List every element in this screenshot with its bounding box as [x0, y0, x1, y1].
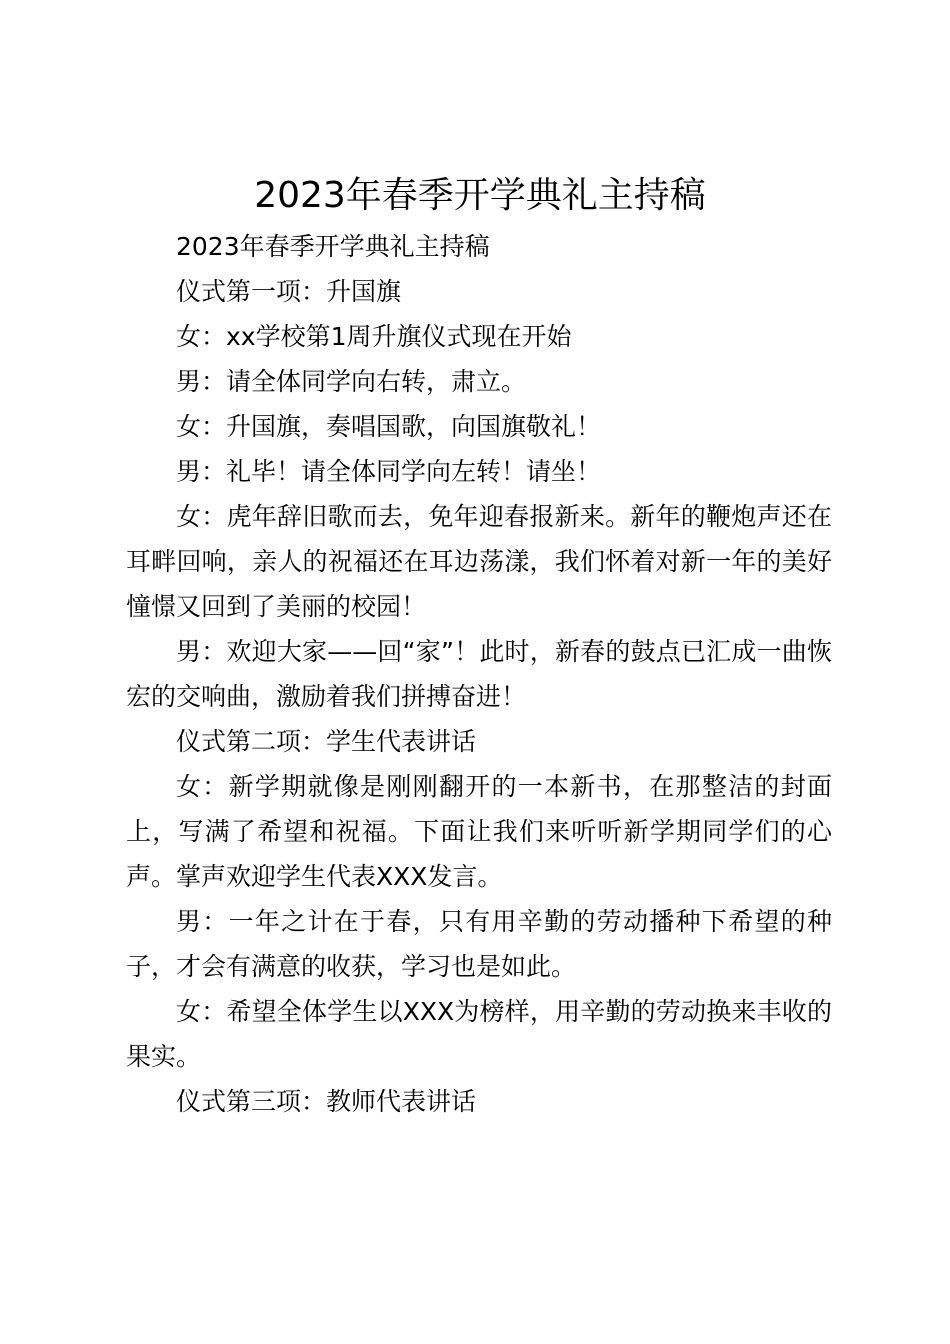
document-title: 2023年春季开学典礼主持稿 — [254, 175, 706, 216]
paragraph-subtitle: 2023年春季开学典礼主持稿 — [176, 232, 490, 261]
paragraph: 男：一年之计在于春，只有用辛勤的劳动播种下希望的种子，才会有满意的收获，学习也是如此。 — [126, 907, 832, 981]
paragraph-section-3: 仪式第三项：教师代表讲话 — [176, 1087, 477, 1116]
paragraph: 男：请全体同学向右转，肃立。 — [176, 367, 527, 396]
paragraph-section-2: 仪式第二项：学生代表讲话 — [176, 727, 477, 756]
paragraph: 女：xx学校第1周升旗仪式现在开始 — [176, 322, 572, 351]
paragraph: 女：希望全体学生以XXX为榜样，用辛勤的劳动换来丰收的果实。 — [126, 997, 832, 1071]
paragraph: 女：升国旗，奏唱国歌，向国旗敬礼！ — [176, 412, 602, 441]
document-body — [126, 224, 832, 1124]
paragraph: 男：欢迎大家——回“家”！此时，新春的鼓点已汇成一曲恢宏的交响曲，激励着我们拼搏奋进！ — [126, 637, 832, 711]
paragraph-section-1: 仪式第一项：升国旗 — [176, 277, 402, 306]
paragraph: 女：新学期就像是刚刚翻开的一本新书，在那整洁的封面上，写满了希望和祝福。下面让我们来听听新学期同学们的心声。掌声欢迎学生代表XXX发言。 — [126, 772, 832, 891]
paragraph: 男：礼毕！请全体同学向左转！请坐！ — [176, 457, 602, 486]
paragraph: 女：虎年辞旧歌而去，免年迎春报新来。新年的鞭炮声还在耳畔回响，亲人的祝福还在耳边荡漾，我们怀着对新一年的美好憧憬又回到了美丽的校园！ — [126, 502, 832, 621]
